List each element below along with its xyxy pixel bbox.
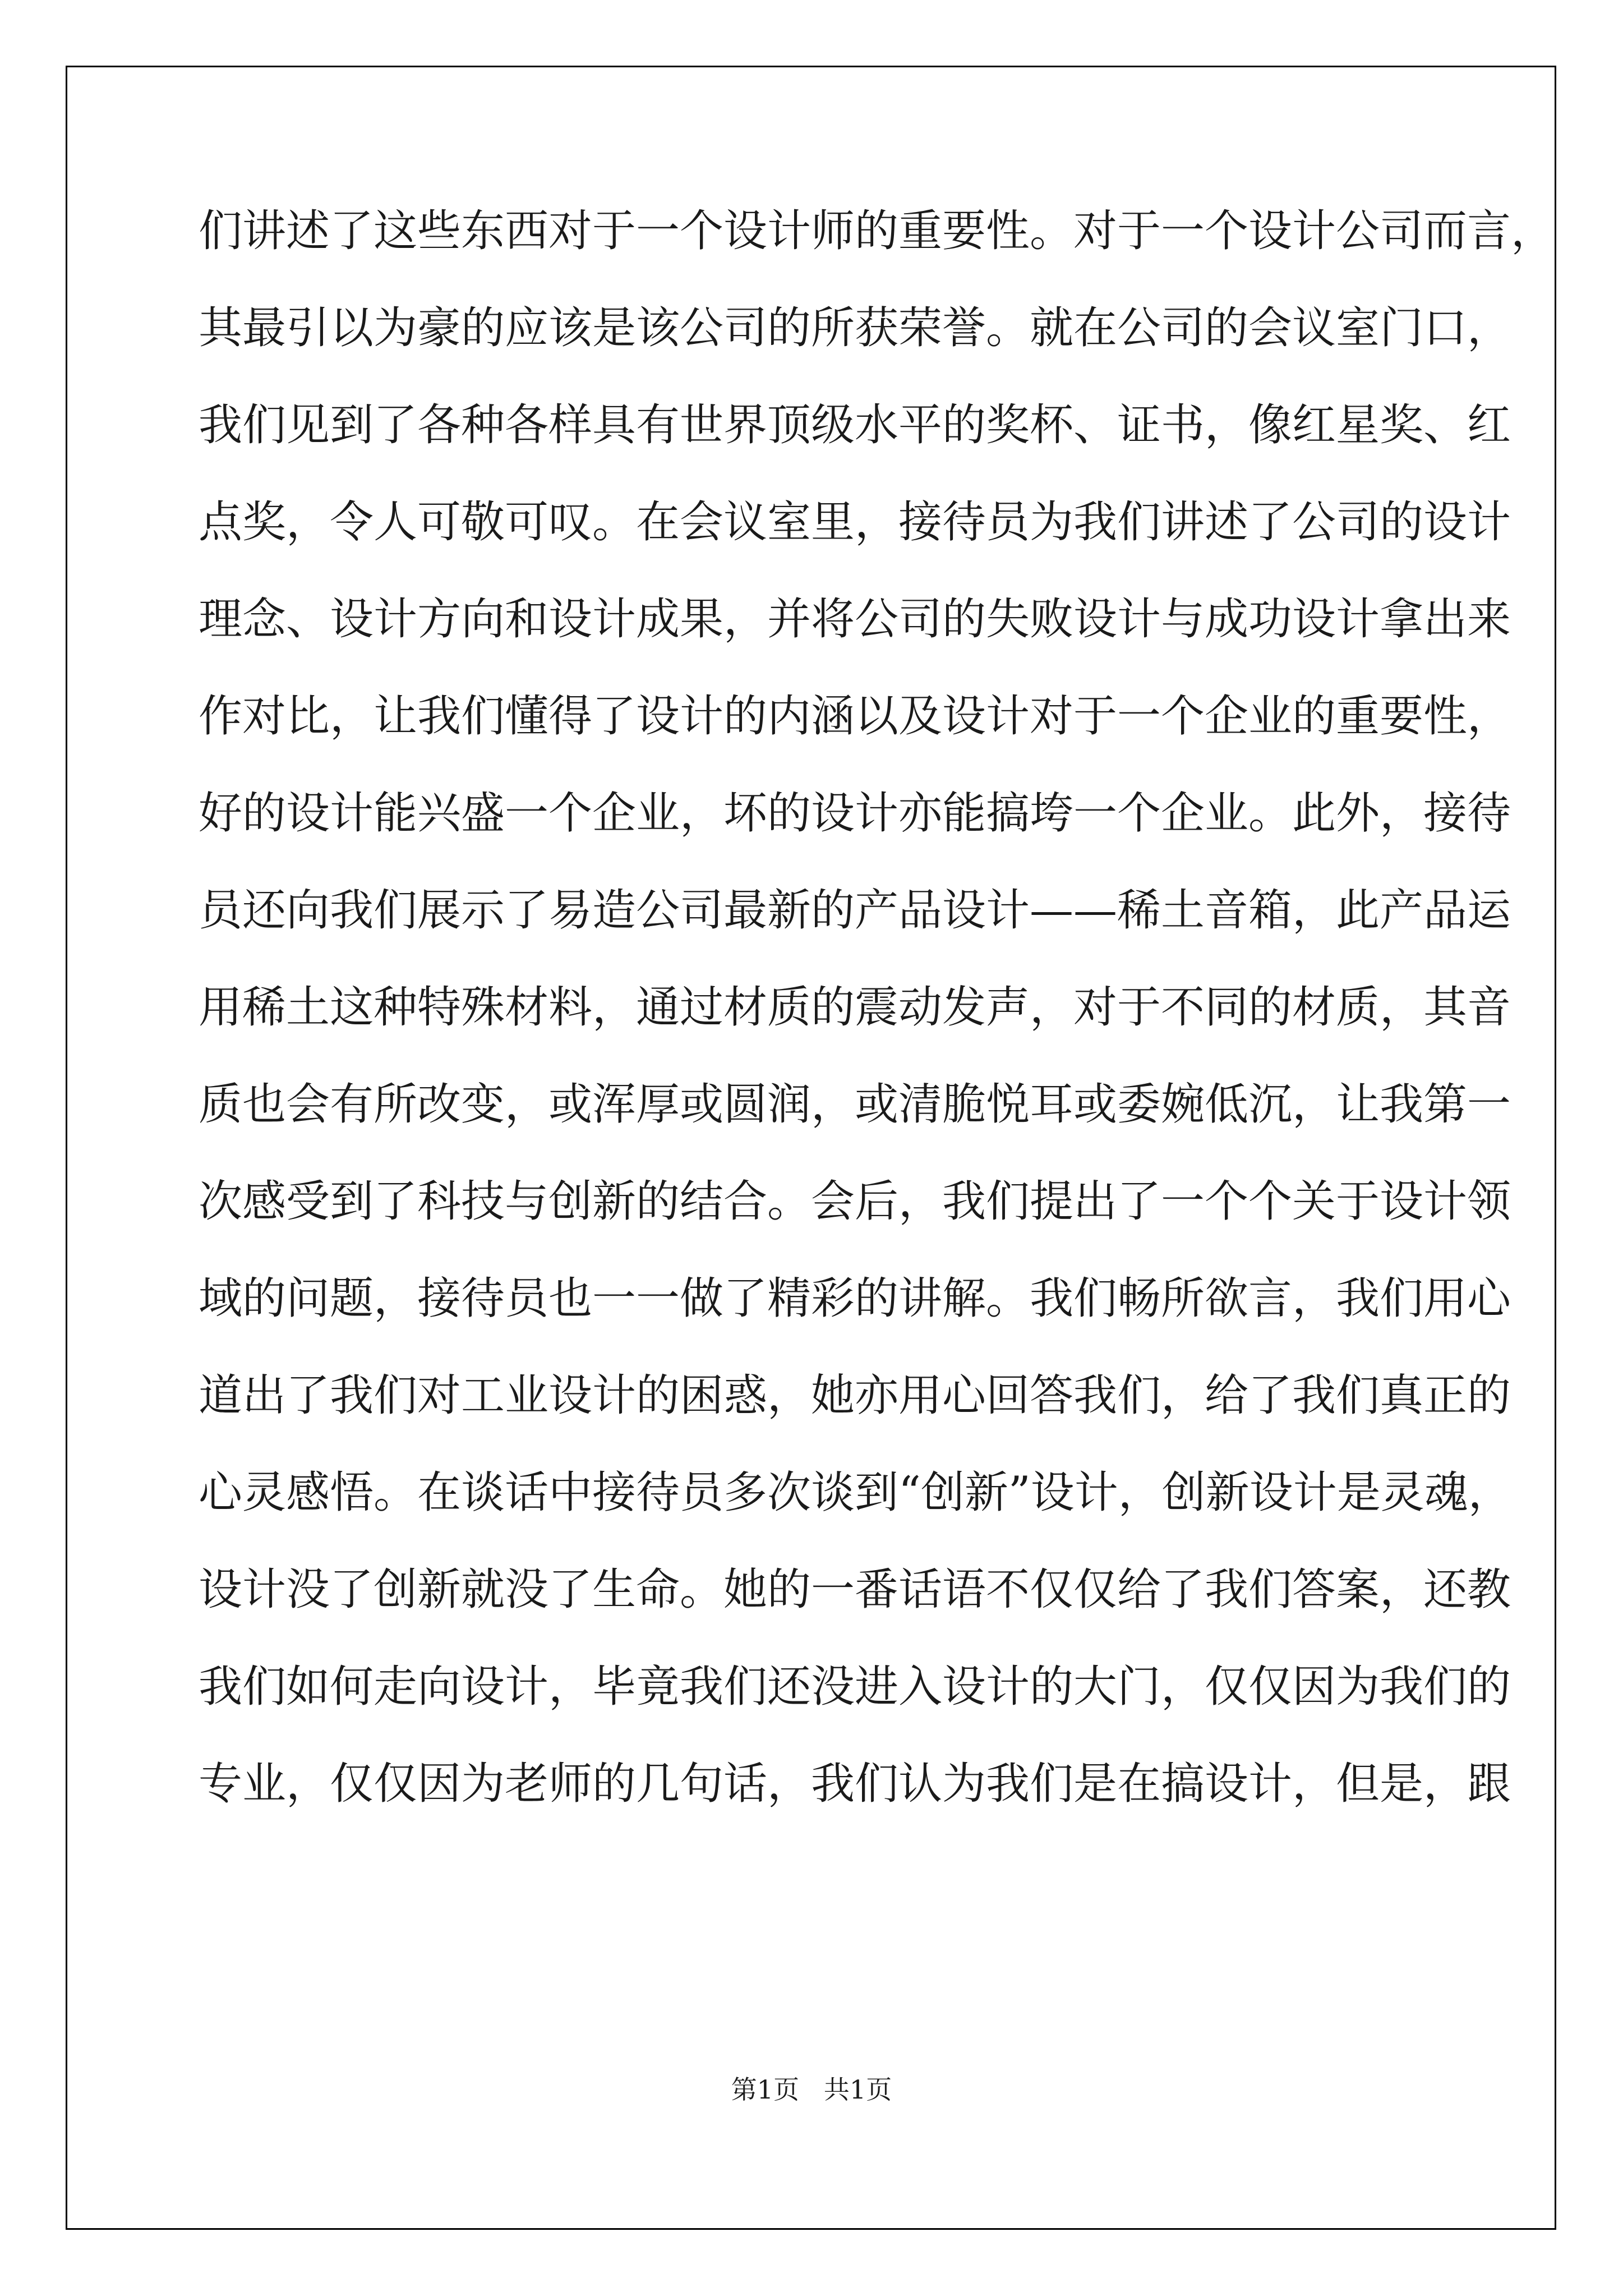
text-line-4: 点奖，令人可敬可叹。在会议室里，接待员为我们讲述了公司的设计 (199, 497, 1511, 547)
text-line-2: 其最引以为豪的应该是该公司的所获荣誉。就在公司的会议室门口， (199, 303, 1511, 353)
page-footer: 第1页 共1页 (731, 2074, 892, 2105)
text-line-10: 质也会有所改变，或浑厚或圆润，或清脆悦耳或委婉低沉，让我第一 (199, 1079, 1511, 1130)
text-line-9: 用稀土这种特殊材料，通过材质的震动发声，对于不同的材质，其音 (199, 982, 1511, 1033)
page-border (66, 66, 1556, 2230)
text-line-1: 们讲述了这些东西对于一个设计师的重要性。对于一个设计公司而言， (199, 206, 1555, 256)
text-line-14: 心灵感悟。在谈话中接待员多次谈到“创新”设计，创新设计是灵魂， (199, 1467, 1512, 1518)
text-line-7: 好的设计能兴盛一个企业，坏的设计亦能搞垮一个企业。此外，接待 (199, 788, 1511, 839)
text-line-6: 作对比，让我们懂得了设计的内涵以及设计对于一个企业的重要性， (199, 691, 1511, 742)
text-line-16: 我们如何走向设计，毕竟我们还没进入设计的大门，仅仅因为我们的 (199, 1662, 1511, 1712)
text-line-8: 员还向我们展示了易造公司最新的产品设计——稀土音箱，此产品运 (199, 885, 1511, 936)
text-line-3: 我们见到了各种各样具有世界顶级水平的奖杯、证书，像红星奖、红 (199, 400, 1511, 450)
text-line-11: 次感受到了科技与创新的结合。会后，我们提出了一个个关于设计领 (199, 1176, 1511, 1227)
text-line-5: 理念、设计方向和设计成果，并将公司的失败设计与成功设计拿出来 (199, 594, 1511, 645)
text-line-13: 道出了我们对工业设计的困惑，她亦用心回答我们，给了我们真正的 (199, 1370, 1511, 1421)
text-line-15: 设计没了创新就没了生命。她的一番话语不仅仅给了我们答案，还教 (199, 1565, 1511, 1615)
text-line-17: 专业，仅仅因为老师的几句话，我们认为我们是在搞设计，但是，跟 (199, 1759, 1511, 1809)
text-line-12: 域的问题，接待员也一一做了精彩的讲解。我们畅所欲言，我们用心 (199, 1273, 1511, 1324)
